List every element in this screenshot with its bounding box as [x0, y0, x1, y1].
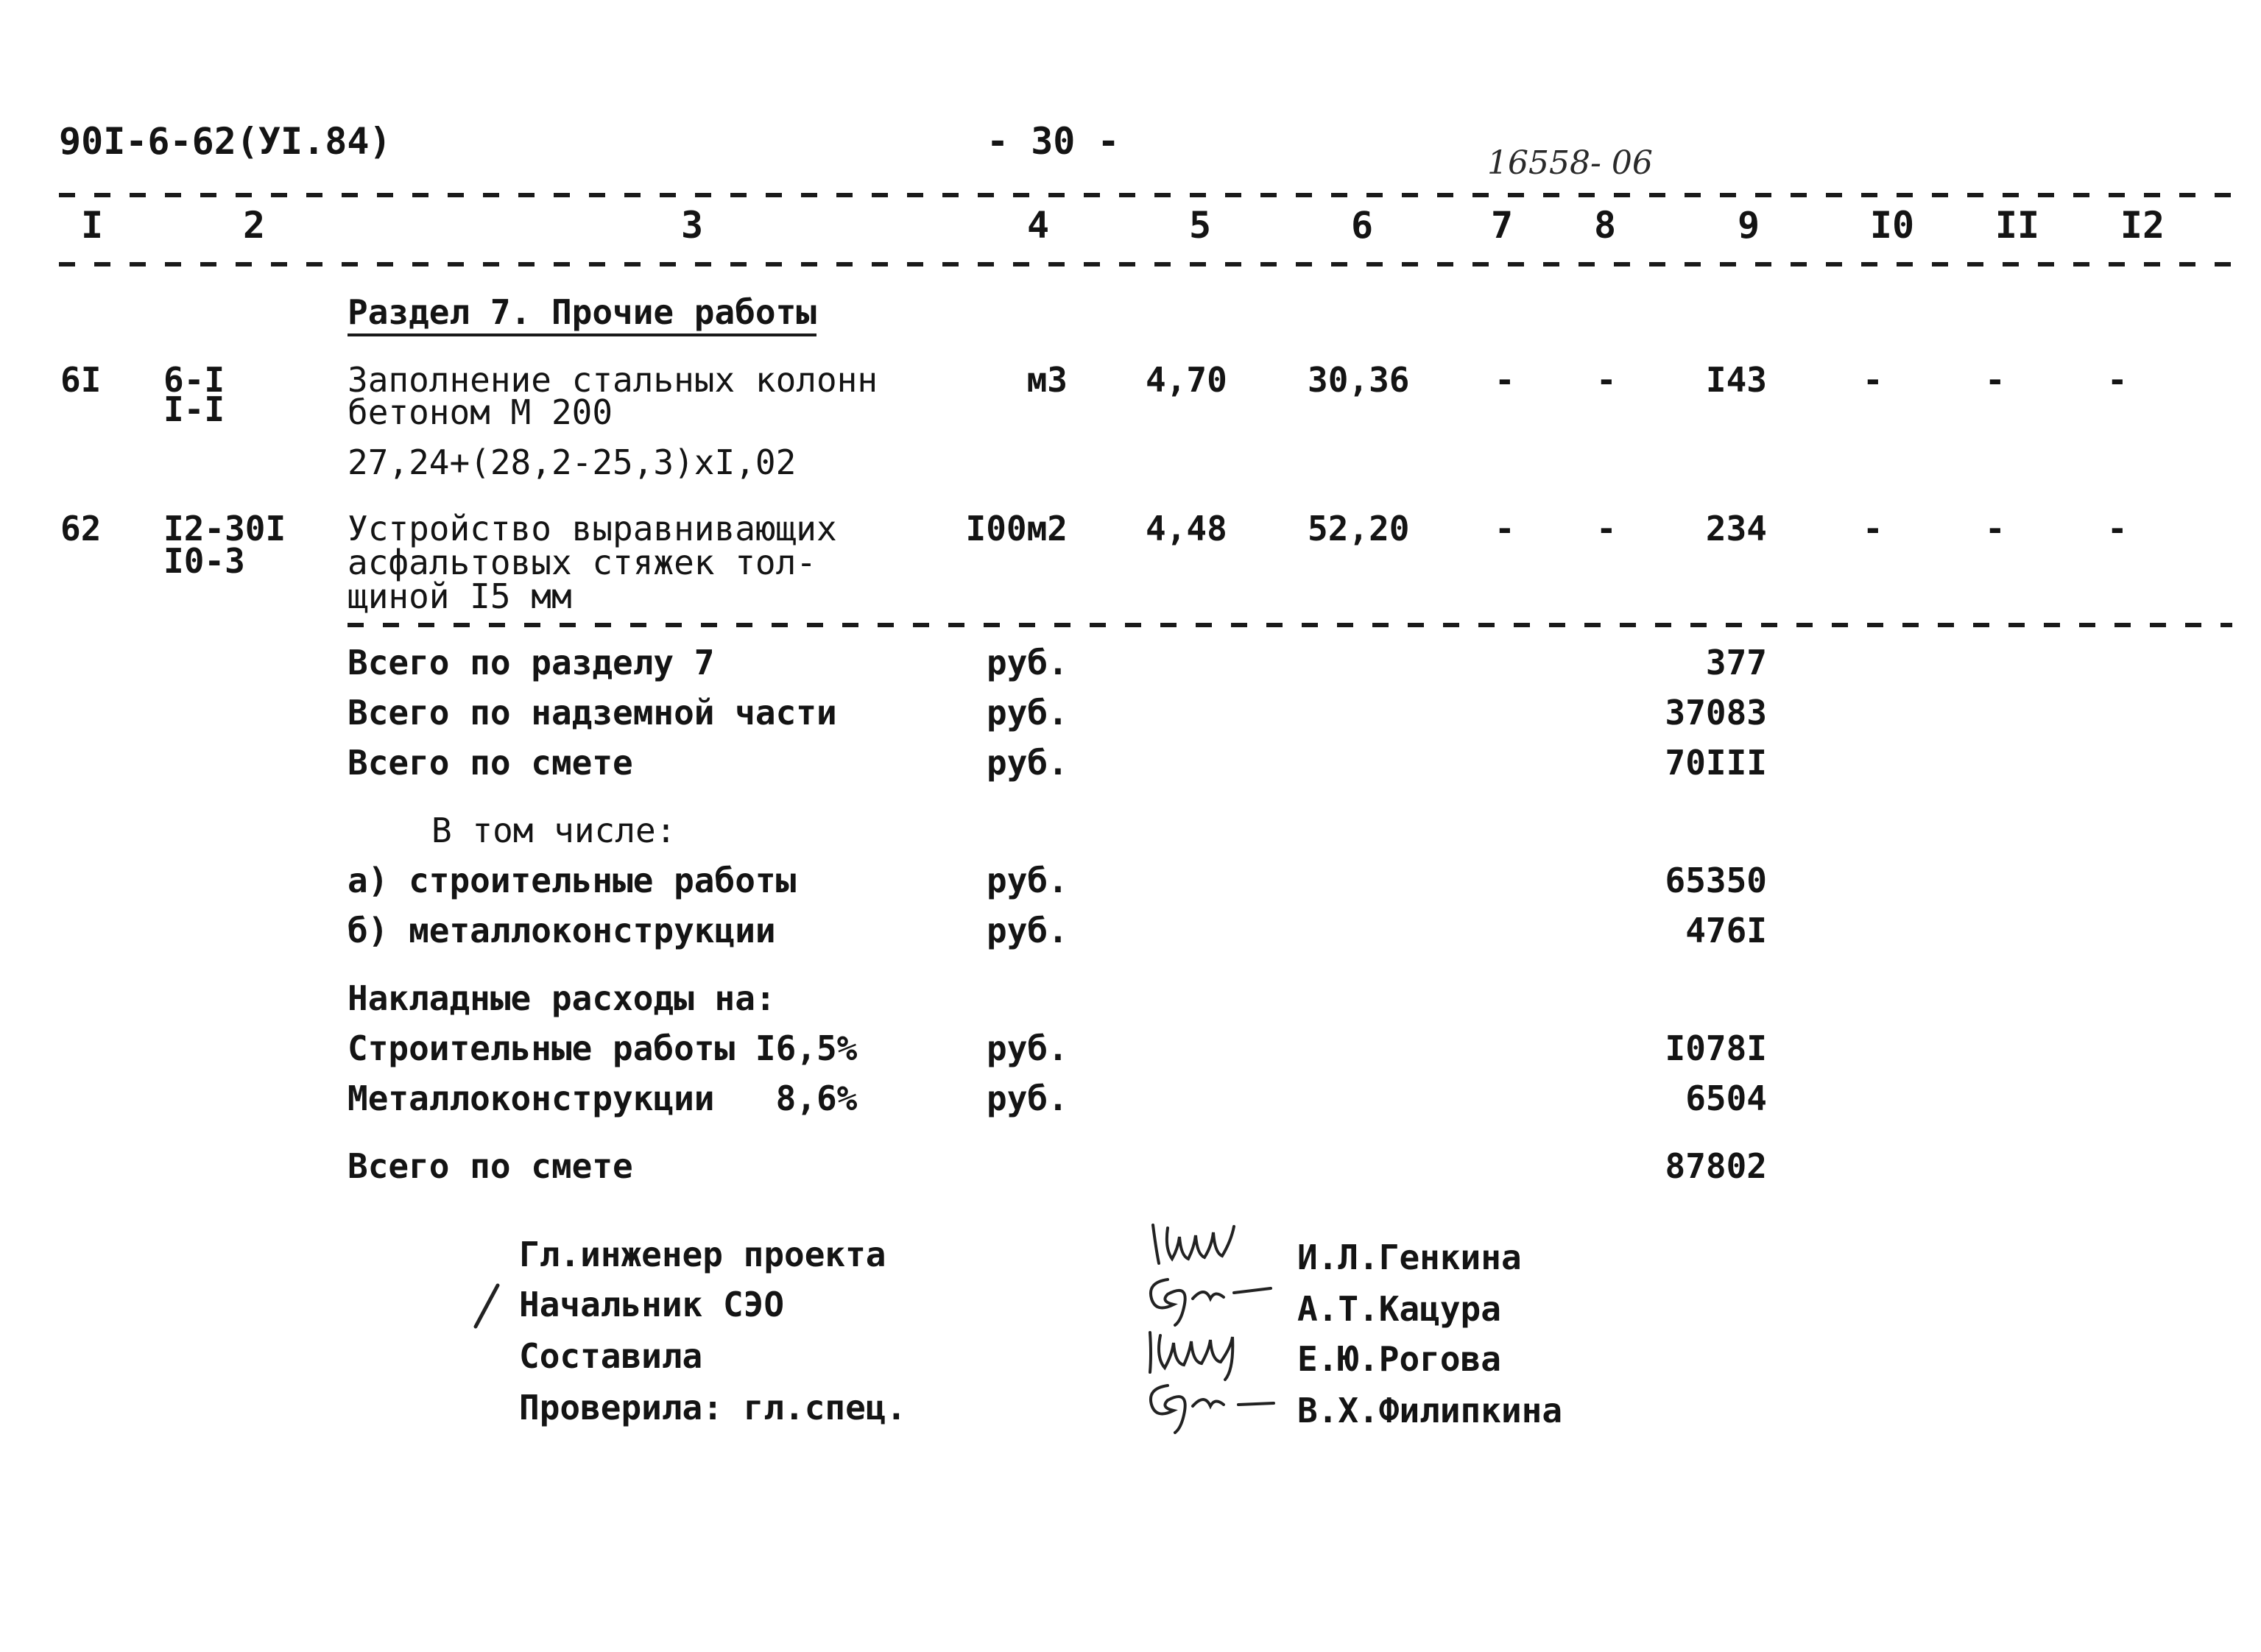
signature-name: В.Х.Филипкина	[1297, 1391, 1563, 1430]
total-label: Всего по надземной части	[348, 693, 837, 733]
row-number: 6I	[60, 360, 102, 400]
col-header-5: 5	[1188, 204, 1212, 247]
including-label-a: а) строительные работы	[348, 861, 797, 900]
col-header-3: 3	[680, 204, 704, 247]
overhead-construction-unit: руб.	[987, 1028, 1068, 1068]
handwritten-signature	[1146, 1219, 1263, 1275]
section-title	[348, 294, 816, 330]
grand-total-value: 87802	[1665, 1146, 1767, 1186]
including-unit-a: руб.	[987, 861, 1068, 900]
signature-role: Составила	[519, 1336, 703, 1376]
total-value: 70III	[1665, 743, 1767, 783]
row-col12: -	[2107, 509, 2128, 548]
row-code-line1: I2-30I	[163, 509, 286, 548]
row-price: 52,20	[1308, 509, 1410, 548]
col-header-12: I2	[2120, 204, 2165, 247]
handwritten-signature	[1138, 1375, 1278, 1436]
total-unit: руб.	[987, 743, 1068, 783]
total-unit: руб.	[987, 693, 1068, 733]
col-header-1: I	[80, 204, 104, 247]
row-description-line2: асфальтовых стяжек тол-	[348, 543, 816, 582]
row-code-line2: I-I	[163, 389, 225, 429]
total-label: Всего по смете	[348, 743, 633, 783]
signature-name: Е.Ю.Рогова	[1297, 1339, 1501, 1379]
row-description-line2: бетоном М 200	[348, 392, 613, 432]
col-header-11: II	[1994, 204, 2040, 247]
signature-role: Гл.инженер проекта	[519, 1235, 886, 1274]
including-value-a: 65350	[1665, 861, 1767, 900]
row-col7: -	[1495, 509, 1515, 548]
col-header-4: 4	[1026, 204, 1050, 247]
including-label-b: б) металлоконструкции	[348, 911, 776, 950]
overhead-construction-label: Строительные работы I6,5%	[348, 1028, 858, 1068]
row-col11: -	[1985, 360, 2006, 400]
handwritten-signature	[1138, 1269, 1278, 1328]
col-header-7: 7	[1490, 204, 1514, 247]
row-col8: -	[1596, 360, 1617, 400]
row-col10: -	[1863, 360, 1883, 400]
row-quantity: 4,70	[1146, 360, 1227, 400]
header-top-rule	[59, 193, 2231, 197]
col-header-9: 9	[1737, 204, 1760, 247]
signature-role: Начальник СЭО	[519, 1285, 785, 1324]
overhead-metal-unit: руб.	[987, 1079, 1068, 1118]
col-header-8: 8	[1593, 204, 1617, 247]
row-formula: 27,24+(28,2-25,3)xI,02	[348, 442, 797, 482]
overhead-label: Накладные расходы на:	[348, 978, 776, 1018]
document-code: 90I-6-62(УI.84)	[59, 120, 392, 163]
col-header-6: 6	[1350, 204, 1374, 247]
row-description-line1: Заполнение стальных колонн	[348, 360, 878, 400]
row-col8: -	[1596, 509, 1617, 548]
row-total: I43	[1705, 360, 1767, 400]
row-col7: -	[1495, 360, 1515, 400]
total-value: 377	[1705, 643, 1767, 682]
grand-total-label: Всего по смете	[348, 1146, 633, 1186]
row-col11: -	[1985, 509, 2006, 548]
totals-rule	[348, 623, 2232, 627]
row-unit: м3	[1026, 360, 1068, 400]
row-unit: I00м2	[965, 509, 1068, 548]
including-value-b: 476I	[1685, 911, 1767, 950]
row-col10: -	[1863, 509, 1883, 548]
total-unit: руб.	[987, 643, 1068, 682]
col-header-10: I0	[1869, 204, 1915, 247]
row-description-line3: щиной I5 мм	[348, 576, 572, 616]
overhead-metal-value: 6504	[1685, 1079, 1767, 1118]
total-label: Всего по разделу 7	[348, 643, 715, 682]
section-title-text: Раздел 7. Прочие работы	[348, 292, 816, 336]
handwritten-number: 16558- 06	[1487, 144, 1653, 182]
row-description-line1: Устройство выравнивающих	[348, 509, 837, 548]
row-total: 234	[1705, 509, 1767, 548]
overhead-metal-label: Металлоконструкции 8,6%	[348, 1079, 858, 1118]
total-value: 37083	[1665, 693, 1767, 733]
col-header-2: 2	[242, 204, 266, 247]
page-number: - 30 -	[987, 120, 1120, 163]
signature-role: Проверила: гл.спец.	[519, 1388, 907, 1427]
header-bottom-rule	[59, 262, 2231, 266]
row-number: 62	[60, 509, 102, 548]
row-code-line1: 6-I	[163, 360, 225, 400]
row-quantity: 4,48	[1146, 509, 1227, 548]
overhead-construction-value: I078I	[1665, 1028, 1767, 1068]
including-label: В том числе:	[431, 811, 677, 850]
including-unit-b: руб.	[987, 911, 1068, 950]
row-code-line2: I0-3	[163, 541, 245, 581]
check-mark	[471, 1282, 501, 1330]
row-price: 30,36	[1308, 360, 1410, 400]
signature-name: И.Л.Генкина	[1297, 1238, 1522, 1277]
signature-name: А.Т.Кацура	[1297, 1289, 1501, 1329]
row-col12: -	[2107, 360, 2128, 400]
